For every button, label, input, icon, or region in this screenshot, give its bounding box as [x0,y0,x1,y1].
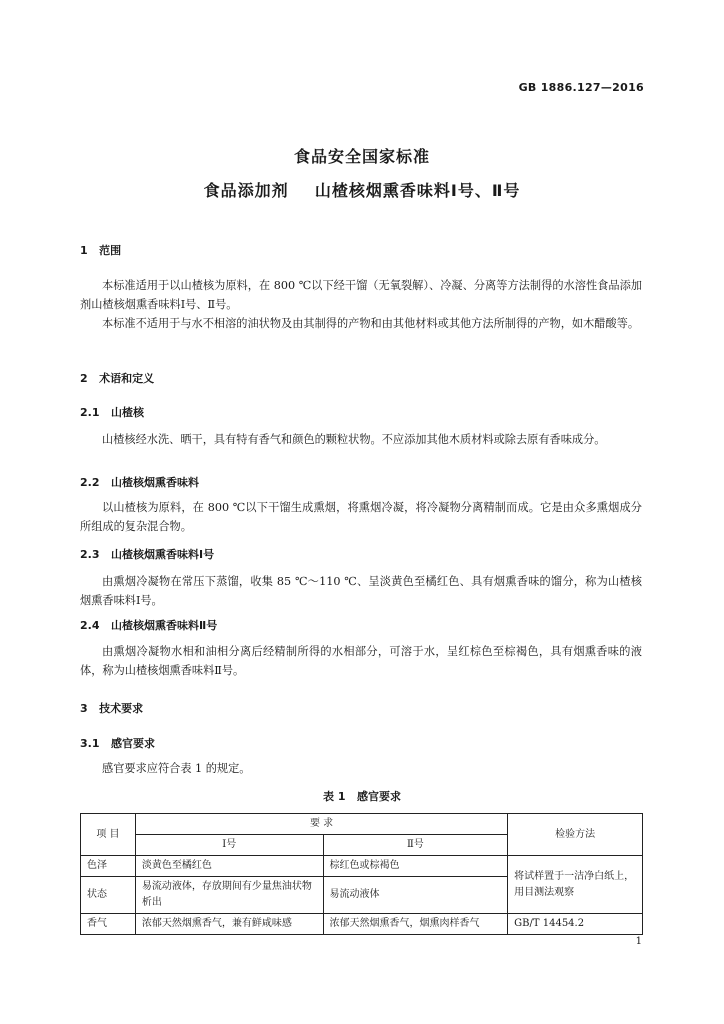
section-2-2-text: 以山楂核为原料，在 800 ℃以下干馏生成熏烟，将熏烟冷凝，将冷凝物分离精制而成。它是由众多熏烟成分所组成的复杂混合物。 [80,501,642,533]
section-1-heading: 1 范围 [80,244,122,257]
row-type-1: 淡黄色至橘红色 [135,856,323,877]
section-2-heading: 2 术语和定义 [80,372,155,385]
sensory-requirements-table [80,813,643,935]
section-2-1-text: 山楂核经水洗、晒干，具有特有香气和颜色的颗粒状物。不应添加其他木质材料或除去原有香味成分。 [102,433,606,446]
section-3-heading: 3 技术要求 [80,702,144,715]
section-2-4-heading: 2.4 山楂核烟熏香味料Ⅱ号 [80,619,218,632]
standard-code: GB 1886.127—2016 [518,81,644,94]
table-1-caption: 表 1 感官要求 [323,790,401,803]
row-method-shared: 将试样置于一洁净白纸上，用目测法观察 [508,856,643,914]
section-2-3-heading: 2.3 山楂核烟熏香味料Ⅰ号 [80,548,215,561]
row-item: 色泽 [81,856,136,877]
row-type-2: 易流动液体 [323,877,508,914]
document-subtitle: 食品添加剂 山楂核烟熏香味料Ⅰ号、Ⅱ号 [203,181,521,200]
header-test-method: 检验方法 [508,814,643,856]
row-method: GB/T 14454.2 [508,914,643,935]
row-type-1: 浓郁天然烟熏香气，兼有鲜咸味感 [135,914,323,935]
header-type-2: Ⅱ号 [323,835,508,856]
section-3-1-heading: 3.1 感官要求 [80,737,155,750]
header-type-1: Ⅰ号 [135,835,323,856]
row-type-1: 易流动液体，存放期间有少量焦油状物析出 [135,877,323,914]
section-2-1-heading: 2.1 山楂核 [80,406,144,419]
row-item: 香气 [81,914,136,935]
section-1-paragraph-1: 本标准适用于以山楂核为原料，在 800 ℃以下经干馏（无氧裂解）、冷凝、分离等方法制得的水溶性食品添加剂山楂核烟熏香味料Ⅰ号、Ⅱ号。 [80,279,642,311]
section-1-paragraph-2: 本标准不适用于与水不相溶的油状物及由其制得的产物和由其他材料或其他方法所制得的产物，如木醋酸等。 [102,317,640,330]
table-header-row [81,814,643,835]
header-item: 项 目 [81,814,136,856]
row-item: 状态 [81,877,136,914]
table-row [81,914,643,935]
section-2-2-heading: 2.2 山楂核烟熏香味料 [80,476,199,489]
row-type-2: 棕红色或棕褐色 [323,856,508,877]
row-type-2: 浓郁天然烟熏香气，烟熏肉样香气 [323,914,508,935]
section-2-3-text: 由熏烟冷凝物在常压下蒸馏，收集 85 ℃～110 ℃、呈淡黄色至橘红色、具有烟熏香味的馏分，称为山楂核烟熏香味料Ⅰ号。 [80,575,642,607]
page-number: 1 [635,936,642,947]
table-row [81,856,643,877]
section-2-4-text: 由熏烟冷凝物水相和油相分离后经精制所得的水相部分，可溶于水，呈红棕色至棕褐色，具有烟熏香味的液体，称为山楂核烟熏香味料Ⅱ号。 [80,645,642,677]
header-requirements: 要 求 [135,814,507,835]
document-title: 食品安全国家标准 [293,147,430,166]
section-3-1-text: 感官要求应符合表 1 的规定。 [102,762,251,775]
